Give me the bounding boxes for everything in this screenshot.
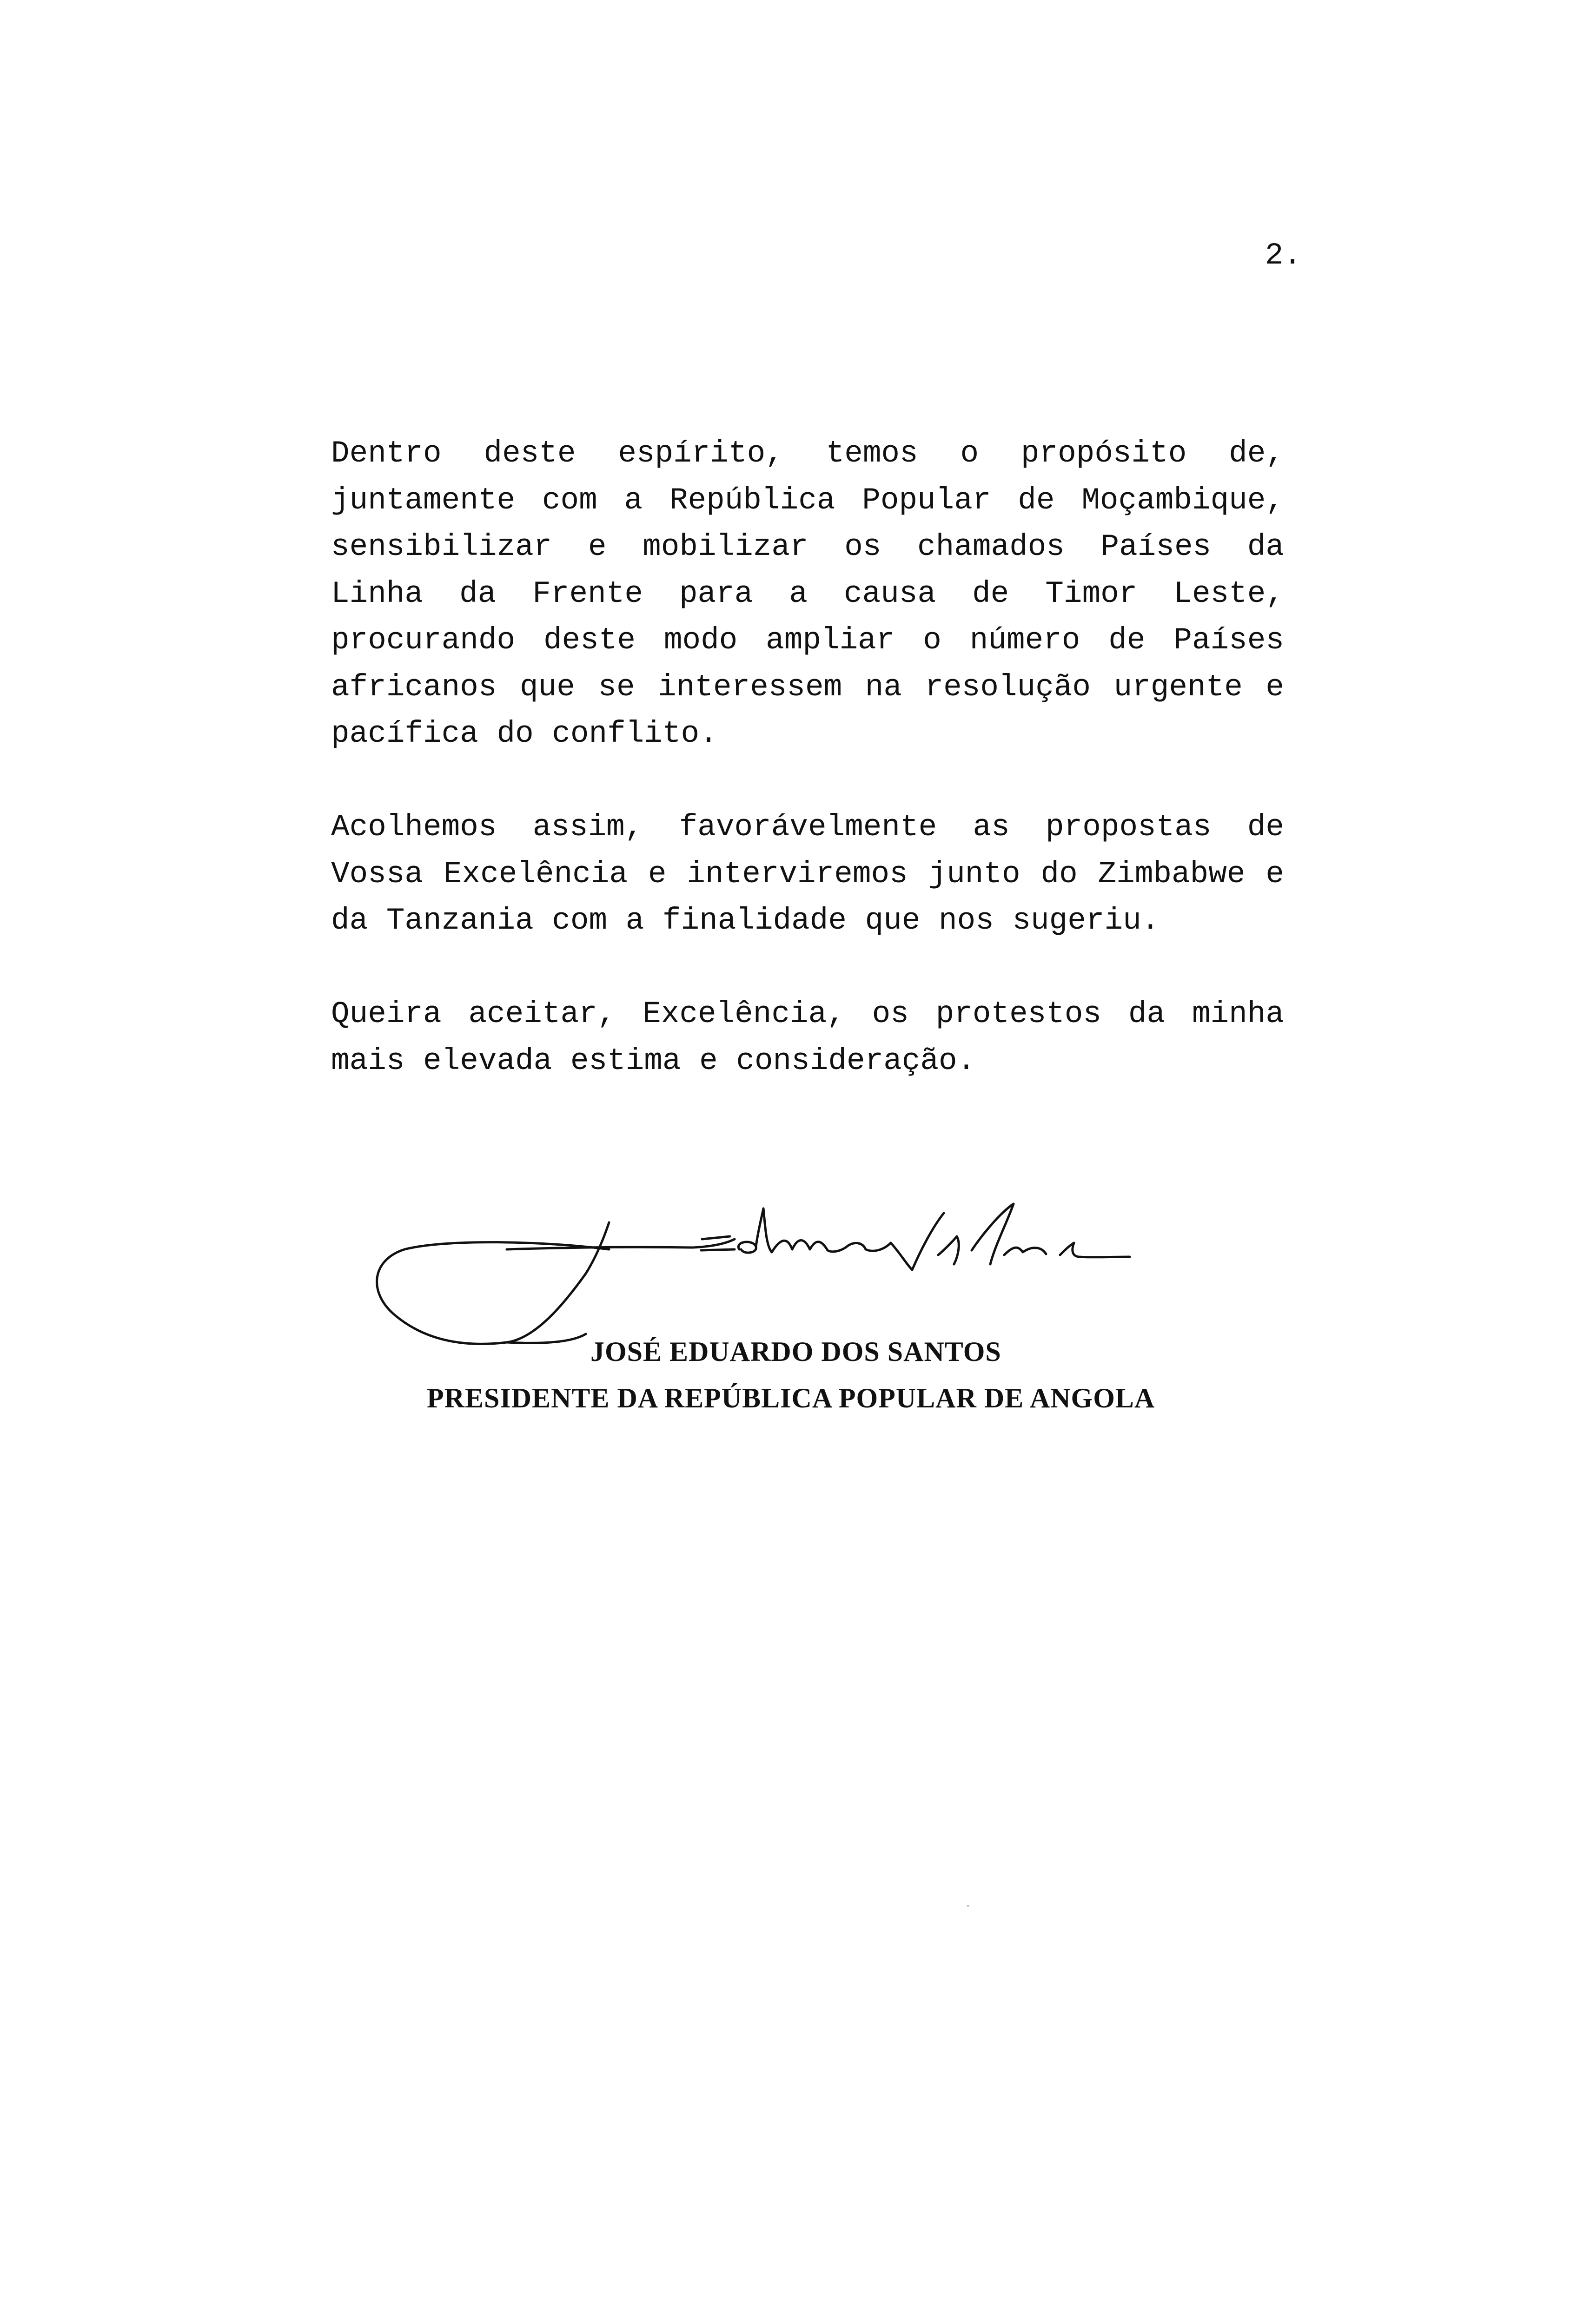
signer-title: PRESIDENTE DA REPÚBLICA POPULAR DE ANGOLA [427,1383,1155,1413]
paragraph-1: Dentro deste espírito, temos o propósito de, juntamente com a República Popular de Moçambique, sensibilizar e mobilizar os chamados Países da Linha da Frente para a causa de Timor Leste, procurando deste modo ampliar o número de Países africanos que se interessem na resolução urgente e pacífica do conflito. [331,436,1284,751]
paragraph-2: Acolhemos assim, favorávelmente as propostas de Vossa Excelência e interviremos junto do Zimbabwe e da Tanzania com a finalidade que nos sugeriu. [331,810,1284,938]
letter-body [331,430,1284,1131]
signer-name: JOSÉ EDUARDO DOS SANTOS [590,1336,1001,1367]
page-number: 2. [1265,238,1302,273]
paragraph-3: Queira aceitar, Excelência, os protestos da minha mais elevada estima e consideração. [331,997,1284,1078]
scan-speck [967,1905,969,1907]
